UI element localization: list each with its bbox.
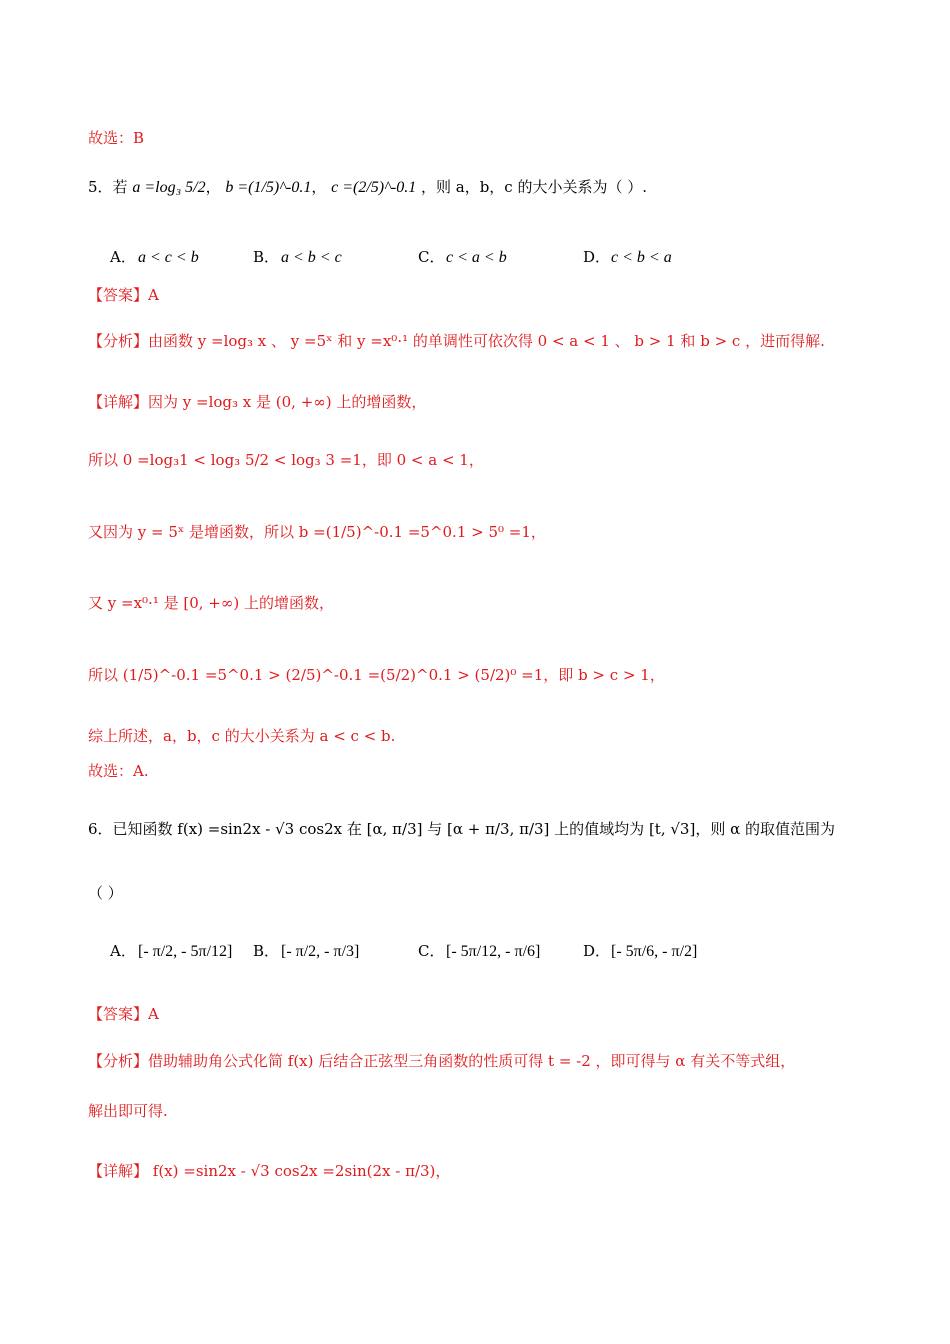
- q5-summary: 综上所述，a，b，c 的大小关系为 a < c < b.: [88, 727, 396, 745]
- q5-detail-1: 【详解】因为 y =log₃ x 是 (0, +∞) 上的增函数，: [88, 393, 427, 411]
- q6-analysis-2: 解出即可得.: [88, 1102, 168, 1120]
- q6-option-c: C．[- 5π/12, - π/6]: [418, 942, 541, 960]
- q6-analysis-1: 【分析】借助辅助角公式化简 f(x) 后结合正弦型三角函数的性质可得 t = -2 ，即可得与 α 有关不等式组，: [88, 1052, 796, 1070]
- q5-option-d: D．c < b < a: [583, 248, 672, 266]
- q5-answer: 【答案】A: [88, 286, 159, 304]
- q5-a-expression: a =log₃ 5/2: [132, 179, 206, 196]
- q4-choose-line: 故选：B: [88, 129, 145, 147]
- q5-b-expression: b =(1/5)^-0.1: [225, 179, 312, 196]
- q5-detail-5: 所以 (1/5)^-0.1 =5^0.1 > (2/5)^-0.1 =(5/2)^0.1 > (5/2)⁰ =1，即 b > c > 1，: [88, 666, 665, 684]
- q6-answer: 【答案】A: [88, 1005, 159, 1023]
- q6-option-d: D．[- 5π/6, - π/2]: [583, 942, 698, 960]
- q5-detail-3: 又因为 y = 5ˣ 是增函数，所以 b =(1/5)^-0.1 =5^0.1 > 5⁰ =1，: [88, 523, 546, 541]
- q5-option-b: B． a < b < c: [253, 248, 342, 266]
- q5-option-a: A． a < c < b: [110, 248, 199, 266]
- q6-paren: （ ）: [88, 884, 123, 902]
- q5-stem-prefix: 5．若: [88, 178, 128, 196]
- q5-detail-4: 又 y =x⁰·¹ 是 [0, +∞) 上的增函数，: [88, 594, 334, 612]
- q6-option-b: B． [- π/2, - π/3]: [253, 942, 360, 960]
- q5-choose: 故选：A.: [88, 762, 149, 780]
- q5-stem: 5．若 a =log₃ 5/2， b =(1/5)^-0.1， c =(2/5)^-0.1 ，则 a，b，c 的大小关系为（ ）.: [88, 178, 648, 196]
- q6-detail: 【详解】 f(x) =sin2x - √3 cos2x =2sin(2x - π/3)，: [88, 1162, 451, 1180]
- q5-option-c: C．c < a < b: [418, 248, 507, 266]
- q5-analysis: 【分析】由函数 y =log₃ x 、 y =5ˣ 和 y =x⁰·¹ 的单调性可依次得 0 < a < 1 、 b > 1 和 b > c ，进而得解.: [88, 332, 825, 350]
- q5-detail-2: 所以 0 =log₃1 < log₃ 5/2 < log₃ 3 =1，即 0 < a < 1，: [88, 451, 484, 469]
- q5-stem-suffix: ，则 a，b，c 的大小关系为（ ）.: [420, 178, 648, 196]
- q6-option-a: A． [- π/2, - 5π/12]: [110, 942, 233, 960]
- q6-stem: 6．已知函数 f(x) =sin2x - √3 cos2x 在 [α, π/3] 与 [α + π/3, π/3] 上的值域均为 [t, √3]，则 α 的取值范围为: [88, 820, 835, 838]
- q5-c-expression: c =(2/5)^-0.1: [331, 179, 417, 196]
